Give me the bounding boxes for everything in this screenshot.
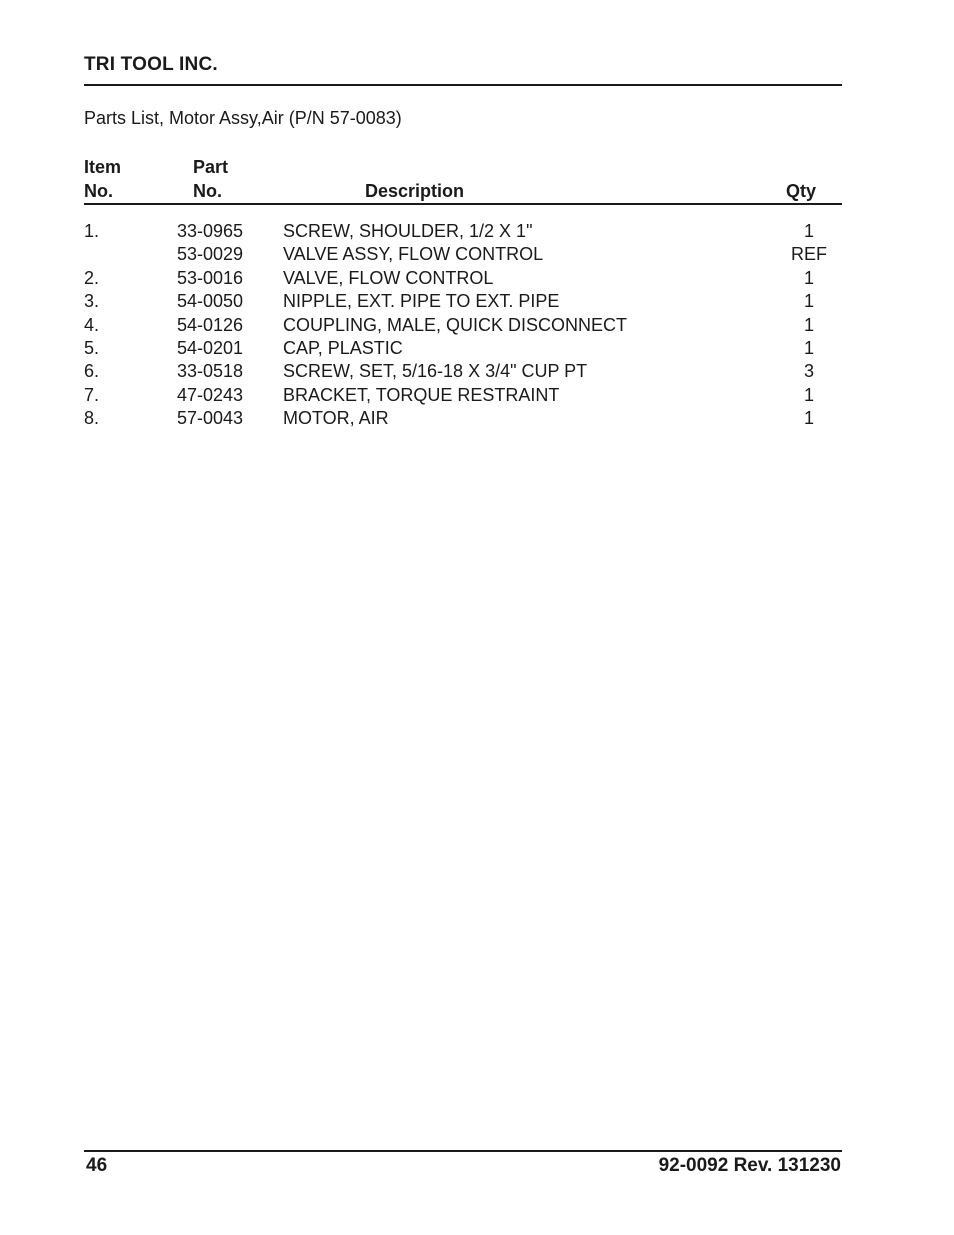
item-number: 8. (84, 408, 100, 429)
column-header-qty: Qty (786, 181, 817, 201)
header-divider (84, 84, 842, 86)
footer-divider (84, 1150, 842, 1152)
part-number: 57-0043 (177, 408, 244, 429)
part-description: MOTOR, AIR (283, 408, 389, 429)
part-qty: 3 (803, 361, 814, 382)
parts-list-title: Parts List, Motor Assy,Air (P/N 57-0083) (84, 108, 402, 128)
table-row (84, 314, 842, 337)
part-description: COUPLING, MALE, QUICK DISCONNECT (283, 314, 628, 335)
part-number: 53-0029 (177, 244, 244, 265)
part-number: 54-0050 (177, 291, 244, 312)
item-number: 7. (84, 384, 100, 405)
part-description: BRACKET, TORQUE RESTRAINT (283, 384, 560, 405)
part-description: CAP, PLASTIC (283, 337, 403, 358)
page-number: 46 (86, 1155, 108, 1176)
part-qty: 1 (803, 221, 814, 241)
part-qty: 1 (803, 291, 814, 312)
table-row (84, 267, 842, 290)
part-description: NIPPLE, EXT. PIPE TO EXT. PIPE (283, 291, 560, 312)
column-header-item-line1: Item (84, 157, 122, 177)
table-row (84, 290, 842, 313)
column-header-description: Description (365, 181, 465, 201)
part-number: 47-0243 (177, 384, 244, 405)
table-row (84, 384, 842, 407)
table-row (84, 360, 842, 383)
part-number: 54-0126 (177, 314, 244, 335)
item-number: 5. (84, 337, 100, 358)
part-qty: REF (791, 244, 827, 265)
part-description: VALVE ASSY, FLOW CONTROL (283, 244, 544, 265)
item-number: 6. (84, 361, 100, 382)
table-row (84, 337, 842, 360)
column-header-part-no (193, 155, 228, 203)
item-number: 1. (84, 221, 100, 241)
item-number: 2. (84, 267, 100, 288)
table-row (84, 407, 842, 430)
part-qty: 1 (803, 408, 814, 429)
item-number: 4. (84, 314, 100, 335)
part-number: 54-0201 (177, 337, 244, 358)
column-header-item-no (84, 155, 121, 203)
part-description: SCREW, SHOULDER, 1/2 X 1" (283, 221, 533, 241)
part-number: 33-0965 (177, 221, 244, 241)
part-qty: 1 (803, 314, 814, 335)
parts-table (84, 220, 842, 431)
part-description: VALVE, FLOW CONTROL (283, 267, 494, 288)
document-revision: 92-0092 Rev. 131230 (658, 1155, 841, 1176)
part-qty: 1 (803, 337, 814, 358)
table-row (84, 220, 842, 243)
part-number: 53-0016 (177, 267, 244, 288)
part-qty: 1 (803, 384, 814, 405)
part-qty: 1 (803, 267, 814, 288)
column-header-part-line2: No. (193, 181, 222, 201)
part-description: SCREW, SET, 5/16-18 X 3/4" CUP PT (283, 361, 588, 382)
item-number: 3. (84, 291, 100, 312)
table-header-divider (84, 203, 842, 205)
part-number: 33-0518 (177, 361, 244, 382)
column-header-part-line1: Part (193, 157, 229, 177)
column-header-item-line2: No. (84, 181, 113, 201)
table-row (84, 243, 842, 266)
company-name: TRI TOOL INC. (84, 54, 218, 75)
